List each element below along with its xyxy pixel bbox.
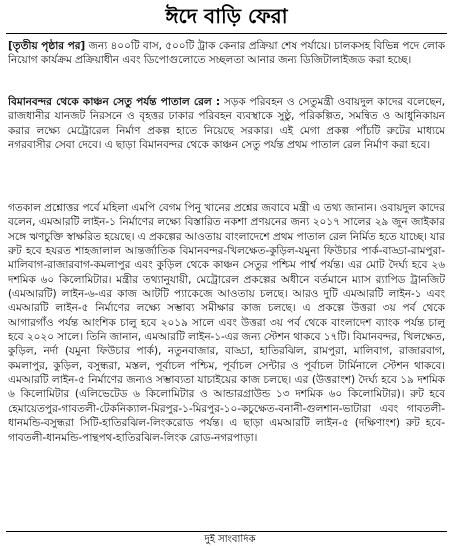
- section-paragraph: [8, 95, 445, 196]
- page-tail-text: দুই সাংবাদিক: [204, 534, 256, 545]
- section-text: সড়ক পরিবহন ও সেতুমন্ত্রী ওবায়দুল কাদের বলেছেন, রাজধানীর যানজট নিরসনে ও বৃহত্তর ঢাকার পরিবহন ব্যবস্থাকে সুষ্ঠু, পরিকল্পিত, সমন্বিত ও আধুনিকায়ন করার লক্ষ্যে মেট্রোরেল নির্মাণ প্রকল্প হাতে নিয়েছে সরকার। এই মেগা প্রকল্প পাঁচটি রুটের মাধ্যমে নগরবাসীর সেবা দেবে। এ ছাড়া বিমানবন্দর থেকে কাঞ্চন সেতু পর্যন্ত প্রথম পাতাল রেল নির্মাণ করা হবে।: [8, 96, 445, 152]
- body-paragraph: গতকাল প্রশ্নোত্তর পর্বে মহিলা এমপি বেগম পিনু খানের প্রশ্নের জবাবে মন্ত্রী এ তথ্য জানান। ওবায়দুল কাদের বলেন, এমআরটি লাইন-১ নির্মাণের লক্ষ্যে বিস্তারিত নকশা প্রণয়নের জন্য ২০১৭ সালের ২৯ জুন জাইকার সঙ্গে ঋণচুক্তি স্বাক্ষরিত হয়েছে। এ প্রকল্পের আওতায় বাংলাদেশে প্রথম পাতাল রেল নির্মিত হতে যাচ্ছে। যার রুট হবে হযরত শাহজালাল আন্তর্জাতিক বিমানবন্দর-খিলক্ষেত-কুড়িল-যমুনা ফিউচার পার্ক-বাড্ডা-রামপুরা-মালিবাগ-রাজারবাগ-কমলাপুর এবং কুড়িল থেকে কাঞ্চন সেতুর পশ্চিম পার্শ্ব পর্যন্ত। এর মোট দৈর্ঘ্য হবে ২৬ দশমিক ৬০ কিলোমিটার। মন্ত্রীর তথ্যানুযায়ী, মেট্রোরেল প্রকল্পের অধীনে বর্তমানে ম্যাস র‍্যাপিড ট্রানজিট (এমআরটি) লাইন-৬-এর কাজ আটটি প্যাকেজে আওতায় চলছে। আরও দুটি এমআরটি লাইন-১ এবং এমআরটি লাইন-৫ নির্মাণের লক্ষ্যে সম্ভাব্য সমীক্ষার কাজ চলছে। এ প্রকল্পে উত্তরা ৩য় পর্ব থেকে আগারগাঁও পর্যন্ত আংশিক চালু হবে ২০১৯ সালে এবং উত্তরা ৩য় পর্ব থেকে বাংলাদেশ ব্যাংক পর্যন্ত চালু হবে ২০২০ সালে। তিনি জানান, এমআরটি লাইন-১-এর জন্য স্টেশন থাকবে ১৭টি। বিমানবন্দর, খিলক্ষেত, কুড়িল, নর্দা (যমুনা ফিউচার পার্ক), নতুনবাজার, বাড্ডা, হাতিরঝিল, রামপুরা, মালিবাগ, রাজারবাগ, কমলাপুর, কুড়িল, বসুন্ধরা, মস্তল, পূর্বাচল পশ্চিম, পূর্বাচল সেন্টার ও পূর্বাচল টার্মিনালে স্টেশন থাকবে। এমআরটি লাইন-৫ নির্মাণের জন্যও সম্ভাব্যতা যাচাইয়ের কাজ চলছে। এর (উত্তরাংশ) দৈর্ঘ্য হবে ১৯ দশমিক ৬ কিলোমিটার (এলিভেটেড ৬ কিলোমিটার ও আন্ডারগ্রাউন্ড ১৩ দশমিক ৬০ কিলোমিটার)। রুট হবে হেমায়েতপুর-গাবতলী-টেকনিক্যাল-মিরপুর-১-মিরপুর-১০-কচুক্ষেত-বনানী-গুলশান-ভাটারা এবং গাবতলী-ধানমন্ডি-বসুন্ধরা সিটি-হাতিরঝিল-লিংকরোড পর্যন্ত। এ ছাড়া এমআরটি লাইন-৫ (দক্ষিণাংশ) রুট হবে-গাবতলী-ধানমন্ডি-পান্থপথ-হাতিরঝিল-লিংক রোড-নগরপাড়া।: [8, 202, 445, 444]
- continued-tag: [তৃতীয় পৃষ্ঠার পর]: [8, 40, 86, 52]
- headline-divider: [6, 33, 447, 34]
- article-headline: ঈদে বাড়ি ফেরা: [165, 4, 288, 28]
- intro-paragraph: [8, 39, 445, 82]
- footer-divider: [6, 531, 447, 532]
- section-heading: বিমানবন্দর থেকে কাঞ্চন সেতু পর্যন্ত পাতাল রেল :: [8, 96, 221, 108]
- intro-text: জন্য ৪০০টি বাস, ৫০০টি ট্রাক কেনার প্রক্রিয়া শেষ পর্যায়ে। চালকসহ বিভিন্ন পদে লোক নিয়োগ কার্যক্রম প্রক্রিয়াধীন এবং ডিপোগুলোতে সচ্ছলতা আনার জন্য ডিজিটালাইজড করা হচ্ছে।: [8, 40, 445, 67]
